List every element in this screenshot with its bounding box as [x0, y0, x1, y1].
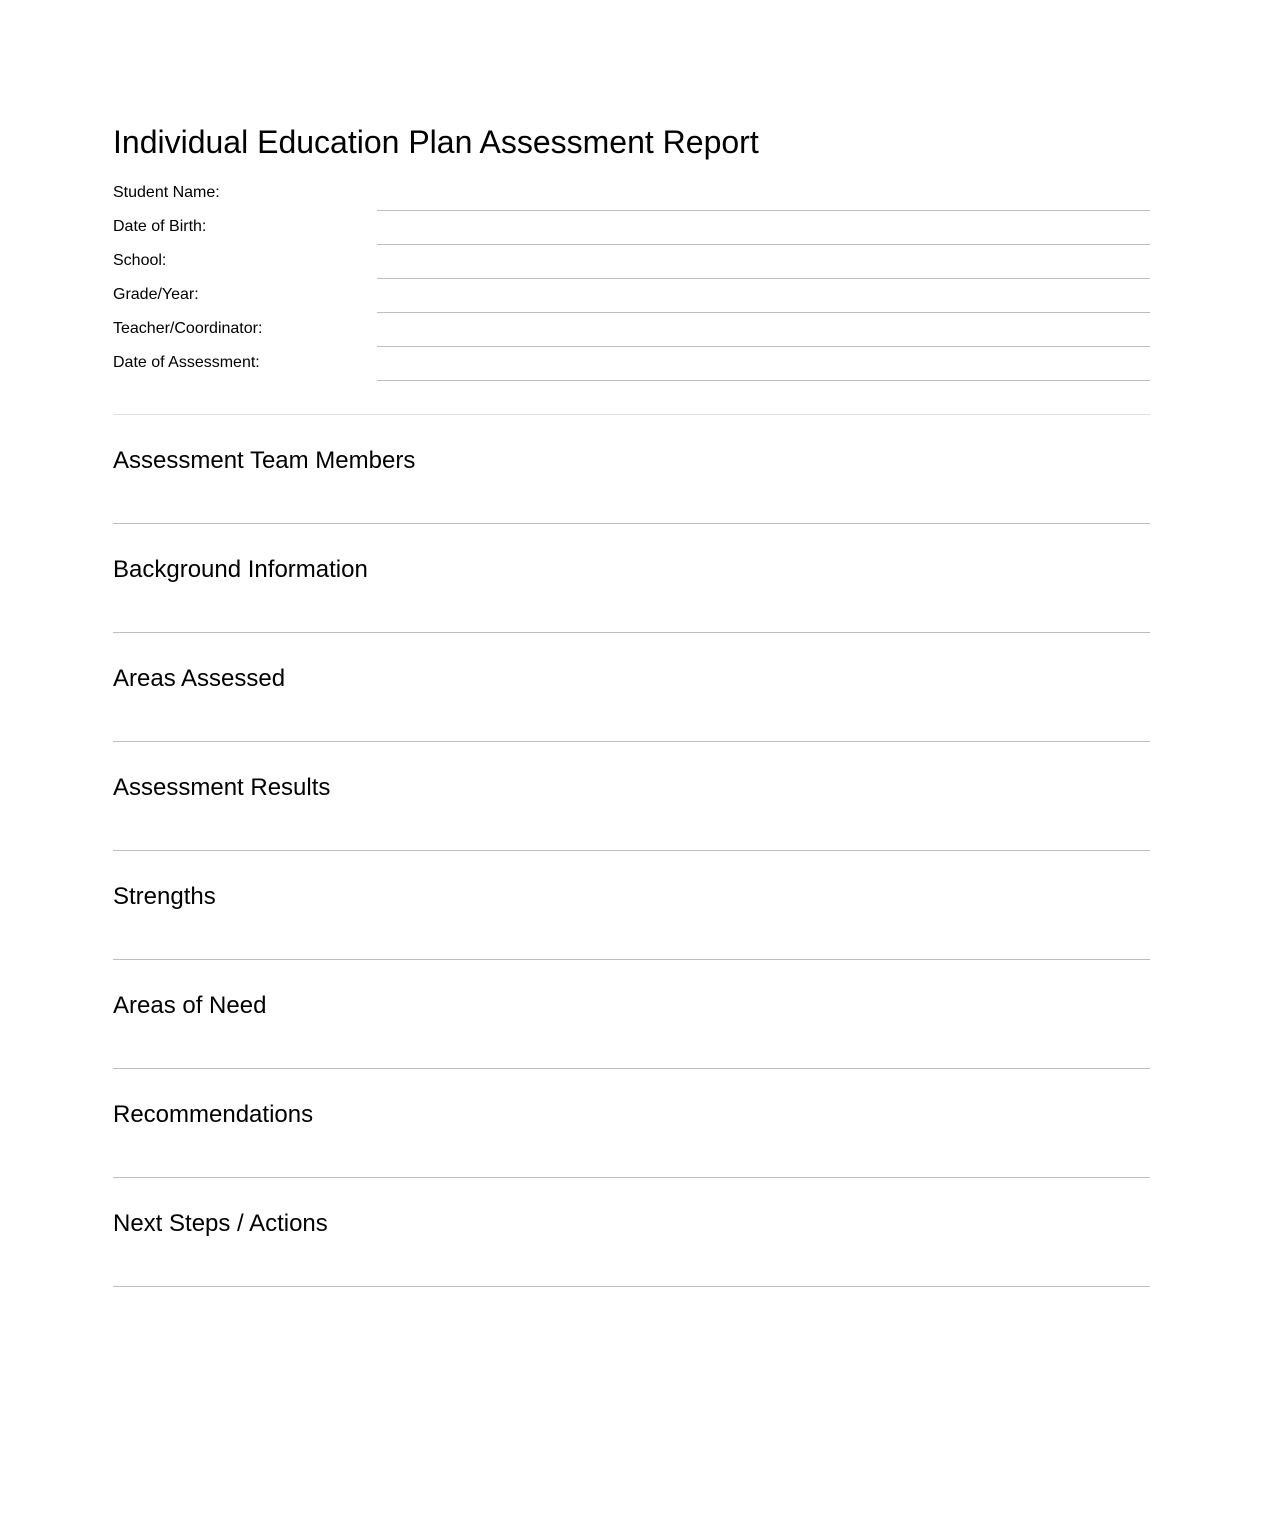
- section-heading: Strengths: [113, 883, 216, 910]
- section-assessment-results: [113, 742, 1150, 851]
- section-next-steps-actions: [113, 1178, 1150, 1287]
- section-content[interactable]: [113, 1026, 1150, 1064]
- section-content[interactable]: [113, 1244, 1150, 1282]
- section-content[interactable]: [113, 699, 1150, 737]
- section-background-information: [113, 524, 1150, 633]
- section-strengths: [113, 851, 1150, 960]
- section-heading: Areas of Need: [113, 992, 267, 1019]
- field-label: Grade/Year:: [113, 286, 199, 303]
- section-areas-assessed: [113, 633, 1150, 742]
- date-of-assessment-input[interactable]: [377, 355, 1150, 379]
- section-assessment-team-members: [113, 415, 1150, 524]
- field-date-of-assessment: [113, 347, 1150, 381]
- field-label: Student Name:: [113, 184, 220, 201]
- field-underline: [377, 380, 1150, 381]
- field-label: Date of Birth:: [113, 218, 207, 235]
- section-content[interactable]: [113, 590, 1150, 628]
- grade-year-input[interactable]: [377, 287, 1150, 311]
- field-teacher-coordinator: [113, 313, 1150, 347]
- section-heading: Assessment Results: [113, 774, 331, 801]
- section-heading: Assessment Team Members: [113, 447, 416, 474]
- student-name-input[interactable]: [377, 185, 1150, 209]
- section-content[interactable]: [113, 481, 1150, 519]
- field-date-of-birth: [113, 211, 1150, 245]
- report-sections: [113, 415, 1150, 1287]
- page-title: Individual Education Plan Assessment Report: [113, 124, 759, 160]
- section-heading: Next Steps / Actions: [113, 1210, 328, 1237]
- field-label: School:: [113, 252, 167, 269]
- section-heading: Recommendations: [113, 1101, 314, 1128]
- section-recommendations: [113, 1069, 1150, 1178]
- date-of-birth-input[interactable]: [377, 219, 1150, 243]
- field-grade-year: [113, 279, 1150, 313]
- field-school: [113, 245, 1150, 279]
- section-heading: Areas Assessed: [113, 665, 286, 692]
- section-content[interactable]: [113, 917, 1150, 955]
- student-info-fields: [113, 177, 1150, 381]
- section-areas-of-need: [113, 960, 1150, 1069]
- teacher-coordinator-input[interactable]: [377, 321, 1150, 345]
- field-label: Teacher/Coordinator:: [113, 320, 263, 337]
- section-content[interactable]: [113, 808, 1150, 846]
- school-input[interactable]: [377, 253, 1150, 277]
- section-heading: Background Information: [113, 556, 368, 583]
- field-student-name: [113, 177, 1150, 211]
- field-label: Date of Assessment:: [113, 354, 260, 371]
- section-content[interactable]: [113, 1135, 1150, 1173]
